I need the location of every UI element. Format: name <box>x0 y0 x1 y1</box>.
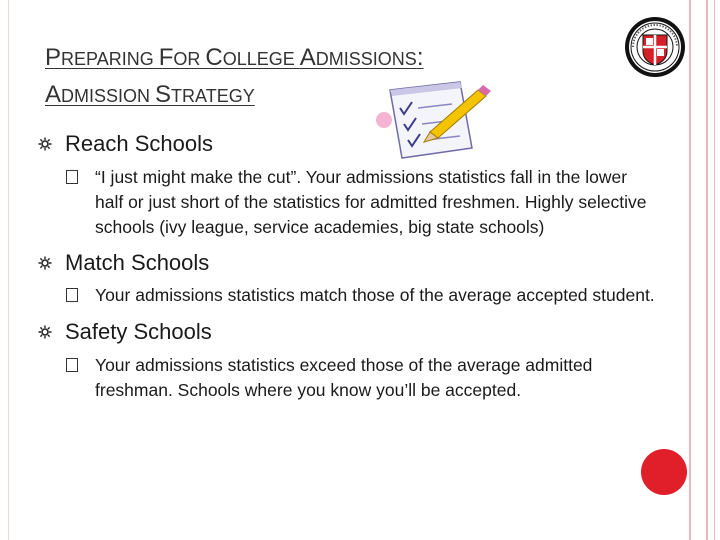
list-item <box>38 316 638 348</box>
checkbox-bullet-icon <box>66 358 78 372</box>
sub-bullet-text: Your admissions statistics match those of the average accepted student. <box>95 285 655 305</box>
list-item <box>38 247 638 279</box>
left-border-line <box>8 0 9 540</box>
checkbox-bullet-icon <box>66 288 78 302</box>
list-item <box>38 128 638 160</box>
checkbox-bullet-icon <box>66 170 78 184</box>
title-line-2: ADMISSION STRATEGY <box>45 81 255 108</box>
sun-bullet-icon <box>38 325 52 339</box>
slide-title <box>45 40 585 114</box>
red-circle-decoration <box>641 449 687 495</box>
school-crest-logo <box>623 15 687 79</box>
right-border-line <box>689 0 691 540</box>
title-line-1: PREPARING FOR COLLEGE ADMISSIONS: <box>45 44 424 71</box>
bullet-label: Reach Schools <box>65 131 213 156</box>
sub-bullet-text: “I just might make the cut”. Your admissions statistics fall in the lower half or just short of the statistics for admitted freshmen. Highly selective schools (ivy league, service academies, big state schools) <box>95 167 647 237</box>
list-item <box>38 165 655 240</box>
bullet-label: Match Schools <box>65 250 210 275</box>
bullet-list <box>38 128 655 403</box>
bullet-label: Safety Schools <box>65 319 212 344</box>
sub-bullet-text: Your admissions statistics exceed those of the average admitted freshman. Schools where you know you’ll be accepted. <box>95 355 593 400</box>
sun-bullet-icon <box>38 137 52 151</box>
sun-bullet-icon <box>38 256 52 270</box>
right-border-line <box>714 0 715 540</box>
right-border-line <box>706 0 708 540</box>
list-item <box>38 283 655 308</box>
list-item <box>38 353 655 403</box>
